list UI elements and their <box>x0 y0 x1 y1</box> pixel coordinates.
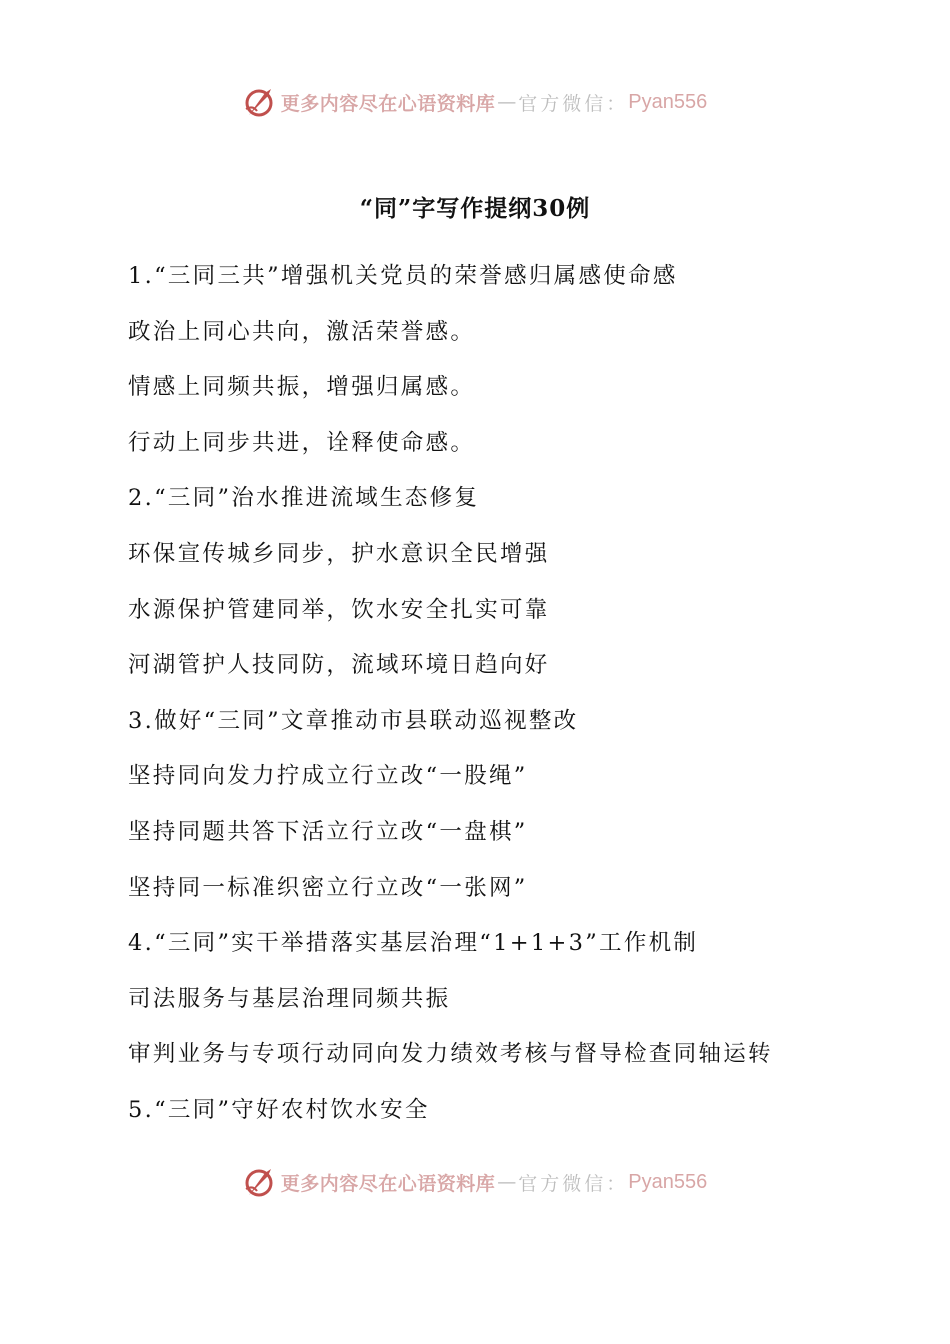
watermark-text: 更多内容尽在心语资料库 <box>280 1172 496 1195</box>
outline-line: 坚持同向发力拧成立行立改“一股绳” <box>128 763 528 790</box>
watermark-wechat-id: Pyan556 <box>628 1170 708 1193</box>
outline-line: 河湖管护人技同防，流域环境日趋向好 <box>128 652 550 679</box>
quill-logo-icon <box>243 85 277 119</box>
outline-line: 行动上同步共进，诠释使命感。 <box>128 429 476 456</box>
watermark-separator: — <box>497 1171 517 1193</box>
outline-line: 坚持同一标准织密立行立改“一张网” <box>128 874 528 901</box>
watermark-wechat-label: 官方微信： <box>518 92 629 115</box>
document-title: “同”字写作提纲30例 <box>359 195 591 222</box>
watermark-wechat-label: 官方微信： <box>518 1172 629 1195</box>
watermark-banner-bottom <box>0 1162 950 1202</box>
watermark-banner-top <box>0 82 950 122</box>
watermark-text: 更多内容尽在心语资料库 <box>280 92 496 115</box>
outline-line: 坚持同题共答下活立行立改“一盘棋” <box>128 818 528 845</box>
outline-line: 5.“三同”守好农村饮水安全 <box>128 1096 430 1123</box>
outline-body <box>128 256 828 1146</box>
watermark-separator: — <box>497 91 517 113</box>
quill-logo-icon <box>243 1165 277 1199</box>
watermark-wechat-id: Pyan556 <box>628 90 708 113</box>
outline-line: 情感上同频共振，增强归属感。 <box>128 374 476 401</box>
outline-line: 2.“三同”治水推进流域生态修复 <box>128 485 480 512</box>
outline-line: 政治上同心共向，激活荣誉感。 <box>128 318 476 345</box>
outline-line: 审判业务与专项行动同向发力绩效考核与督导检查同轴运转 <box>128 1041 773 1068</box>
outline-line: 司法服务与基层治理同频共振 <box>128 985 451 1012</box>
outline-line: 环保宣传城乡同步，护水意识全民增强 <box>128 540 550 567</box>
outline-line: 3.做好“三同”文章推动市县联动巡视整改 <box>128 707 579 734</box>
outline-line: 4.“三同”实干举措落实基层治理“1+1+3”工作机制 <box>128 930 699 957</box>
outline-line: 水源保护管建同举，饮水安全扎实可靠 <box>128 596 550 623</box>
outline-line: 1.“三同三共”增强机关党员的荣誉感归属感使命感 <box>128 263 678 289</box>
